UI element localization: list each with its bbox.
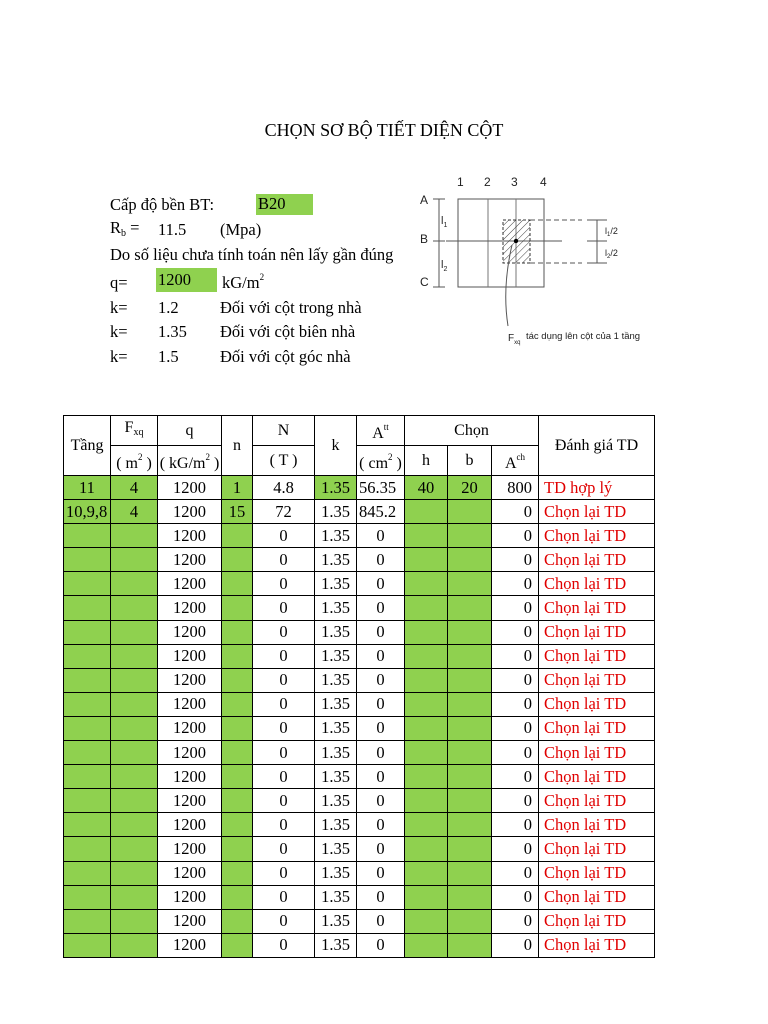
area-chosen-cell: 0 [492,668,539,692]
load-cell: 1200 [158,741,222,765]
b-cell[interactable] [448,500,492,524]
floors-count-cell[interactable] [222,813,253,837]
half-span-label: $l_2/2$ [605,248,618,260]
table-row [64,789,655,813]
load-cell: 1200 [158,644,222,668]
h-cell[interactable] [405,692,448,716]
h-cell[interactable] [405,668,448,692]
floor-cell[interactable] [64,596,111,620]
axial-force-cell: 0 [253,596,315,620]
area-required-cell: 0 [357,813,405,837]
load-cell: 1200 [158,813,222,837]
area-cell[interactable]: 4 [111,476,158,500]
area-cell[interactable] [111,813,158,837]
load-cell: 1200 [158,572,222,596]
axial-force-cell: 0 [253,620,315,644]
load-cell: 1200 [158,885,222,909]
floor-cell[interactable] [64,837,111,861]
h-cell[interactable] [405,885,448,909]
evaluation-cell: Chọn lại TD [539,500,655,524]
area-chosen-cell: 0 [492,500,539,524]
span-label: $l_2$ [441,259,448,273]
axial-force-cell: 0 [253,789,315,813]
grid-col-label: 4 [540,175,547,189]
area-cell[interactable]: 4 [111,500,158,524]
floors-count-cell[interactable] [222,837,253,861]
header-load-unit: ( $kG/m^2$ ) [158,446,222,476]
k-cell: 1.35 [315,885,357,909]
area-chosen-cell: 0 [492,524,539,548]
k-cell: 1.35 [315,548,357,572]
b-cell[interactable] [448,741,492,765]
area-cell[interactable] [111,909,158,933]
area-required-cell: 0 [357,596,405,620]
h-cell[interactable] [405,716,448,740]
header-axial-force: N [253,416,315,446]
table-row [64,885,655,909]
b-cell[interactable] [448,909,492,933]
area-cell[interactable] [111,765,158,789]
floor-cell[interactable] [64,620,111,644]
floor-cell[interactable] [64,861,111,885]
area-chosen-cell: 0 [492,789,539,813]
table-row [64,644,655,668]
floors-count-cell[interactable] [222,861,253,885]
table-row [64,476,655,500]
h-cell[interactable] [405,596,448,620]
area-required-cell: 0 [357,861,405,885]
floor-cell[interactable]: 11 [64,476,111,500]
header-area-unit: ( $m^2$ ) [111,446,158,476]
area-required-cell: 0 [357,668,405,692]
evaluation-cell: TD hợp lý [539,476,655,500]
k-cell: 1.35 [315,813,357,837]
load-cell: 1200 [158,765,222,789]
table-row [64,596,655,620]
evaluation-cell: Chọn lại TD [539,524,655,548]
floors-count-cell[interactable] [222,596,253,620]
b-cell[interactable] [448,644,492,668]
k-cell: 1.35 [315,644,357,668]
evaluation-cell: Chọn lại TD [539,620,655,644]
k-cell: 1.35 [315,837,357,861]
floor-cell[interactable] [64,765,111,789]
area-chosen-cell: 0 [492,741,539,765]
axial-force-cell: 72 [253,500,315,524]
table-row [64,668,655,692]
area-required-cell: 0 [357,716,405,740]
k-cell: 1.35 [315,620,357,644]
table-row [64,548,655,572]
b-cell[interactable] [448,668,492,692]
b-cell[interactable] [448,933,492,957]
area-chosen-cell: 0 [492,933,539,957]
area-required-cell: 0 [357,524,405,548]
h-cell[interactable]: 40 [405,476,448,500]
axial-force-cell: 0 [253,813,315,837]
floor-cell[interactable] [64,909,111,933]
floor-cell[interactable]: 10,9,8 [64,500,111,524]
h-cell[interactable] [405,500,448,524]
evaluation-cell: Chọn lại TD [539,789,655,813]
load-cell: 1200 [158,909,222,933]
k-description: Đối với cột góc nhà [220,347,351,366]
area-required-cell: 0 [357,837,405,861]
floor-cell[interactable] [64,692,111,716]
table-row [64,692,655,716]
area-cell[interactable] [111,596,158,620]
area-cell[interactable] [111,885,158,909]
area-required-cell: 0 [357,620,405,644]
load-cell: 1200 [158,548,222,572]
area-chosen-cell: 0 [492,596,539,620]
k-cell[interactable]: 1.35 [315,476,357,500]
h-cell[interactable] [405,548,448,572]
evaluation-cell: Chọn lại TD [539,716,655,740]
area-chosen-cell: 0 [492,837,539,861]
floor-cell[interactable] [64,741,111,765]
axial-force-cell: 0 [253,933,315,957]
axial-force-cell: 0 [253,524,315,548]
rb-value: 11.5 [158,220,187,239]
h-cell[interactable] [405,644,448,668]
area-required-cell: 0 [357,548,405,572]
load-cell: 1200 [158,668,222,692]
header-floor: Tầng [64,416,111,476]
header-area-required: $A^{tt}$ [357,416,405,446]
table-row [64,620,655,644]
area-chosen-cell: 800 [492,476,539,500]
load-cell: 1200 [158,789,222,813]
area-required-cell: 0 [357,933,405,957]
h-cell[interactable] [405,837,448,861]
area-required-cell: 0 [357,909,405,933]
column-point [514,239,518,243]
k-cell: 1.35 [315,765,357,789]
evaluation-cell: Chọn lại TD [539,741,655,765]
b-cell[interactable] [448,813,492,837]
floor-cell[interactable] [64,789,111,813]
tributary-area-diagram [412,168,662,353]
k-cell: 1.35 [315,861,357,885]
area-chosen-cell: 0 [492,716,539,740]
area-cell[interactable] [111,644,158,668]
axial-force-cell: 0 [253,837,315,861]
area-cell[interactable] [111,789,158,813]
diagram-caption: tác dụng lên cột của 1 tầng [526,331,641,342]
floor-cell[interactable] [64,644,111,668]
axial-force-cell: 0 [253,716,315,740]
area-required-cell: 845.2 [357,500,405,524]
area-required-cell: 0 [357,789,405,813]
header-k: k [315,416,357,476]
floor-cell[interactable] [64,572,111,596]
approximation-note: Do số liệu chưa tính toán nên lấy gần đúng [110,245,394,264]
floors-count-cell[interactable] [222,716,253,740]
floors-count-cell[interactable] [222,741,253,765]
evaluation-cell: Chọn lại TD [539,837,655,861]
q-label: q= [110,273,128,292]
table-row [64,861,655,885]
page-title: CHỌN SƠ BỘ TIẾT DIỆN CỘT [264,120,504,140]
table-row [64,933,655,957]
axial-force-cell: 0 [253,885,315,909]
k-value: 1.5 [158,347,179,366]
axial-force-cell: 0 [253,668,315,692]
floor-cell[interactable] [64,668,111,692]
k-cell: 1.35 [315,596,357,620]
table-row [64,716,655,740]
b-cell[interactable] [448,789,492,813]
table-row [64,500,655,524]
grid-col-label: 1 [457,175,464,189]
axial-force-cell: 0 [253,861,315,885]
area-chosen-cell: 0 [492,692,539,716]
header-h: h [405,446,448,476]
k-cell: 1.35 [315,933,357,957]
evaluation-cell: Chọn lại TD [539,572,655,596]
concrete-grade-label: Cấp độ bền BT: [110,195,215,214]
area-cell[interactable] [111,620,158,644]
floor-cell[interactable] [64,933,111,957]
grid-col-label: 3 [511,175,518,189]
area-cell[interactable] [111,741,158,765]
area-chosen-cell: 0 [492,861,539,885]
header-chosen: Chọn [405,416,539,446]
q-unit: $kG/m^2$ [222,272,265,292]
k-cell: 1.35 [315,524,357,548]
evaluation-cell: Chọn lại TD [539,548,655,572]
table-row [64,741,655,765]
load-cell: 1200 [158,692,222,716]
table-row [64,813,655,837]
load-cell: 1200 [158,476,222,500]
rb-label: $R_b$ = [110,218,140,239]
k-cell: 1.35 [315,500,357,524]
k-cell: 1.35 [315,692,357,716]
grid-row-label: C [420,275,429,289]
grid-outline [458,199,544,287]
column-section-table [63,415,655,958]
h-cell[interactable] [405,572,448,596]
area-required-cell: 56.35 [357,476,405,500]
area-chosen-cell: 0 [492,909,539,933]
area-chosen-cell: 0 [492,813,539,837]
b-cell[interactable] [448,620,492,644]
k-cell: 1.35 [315,716,357,740]
floors-count-cell[interactable] [222,933,253,957]
evaluation-cell: Chọn lại TD [539,861,655,885]
axial-force-cell: 0 [253,692,315,716]
q-value[interactable]: 1200 [156,268,217,292]
floors-count-cell[interactable] [222,789,253,813]
load-cell: 1200 [158,837,222,861]
h-cell[interactable] [405,620,448,644]
table-row [64,765,655,789]
h-cell[interactable] [405,933,448,957]
grid-row-label: A [420,193,429,207]
axial-force-cell: 0 [253,572,315,596]
header-area-required-unit: ( $cm^2$ ) [357,446,405,476]
b-cell[interactable] [448,692,492,716]
k-cell: 1.35 [315,789,357,813]
k-description: Đối với cột biên nhà [220,322,356,341]
concrete-grade-value[interactable]: B20 [256,194,313,215]
load-cell: 1200 [158,620,222,644]
floors-count-cell[interactable] [222,668,253,692]
floors-count-cell[interactable]: 15 [222,500,253,524]
header-load: q [158,416,222,446]
b-cell[interactable] [448,837,492,861]
k-value: 1.2 [158,298,179,317]
area-required-cell: 0 [357,741,405,765]
table-row [64,572,655,596]
area-cell[interactable] [111,548,158,572]
floor-cell[interactable] [64,524,111,548]
floors-count-cell[interactable] [222,644,253,668]
half-span-label: $l_1/2$ [605,226,618,238]
load-cell: 1200 [158,861,222,885]
evaluation-cell: Chọn lại TD [539,765,655,789]
k-label: k= [110,347,128,366]
axial-force-cell: 0 [253,741,315,765]
k-cell: 1.35 [315,572,357,596]
area-cell[interactable] [111,861,158,885]
table-row [64,909,655,933]
evaluation-cell: Chọn lại TD [539,668,655,692]
header-floors-count: n [222,416,253,476]
evaluation-cell: Chọn lại TD [539,813,655,837]
header-b: b [448,446,492,476]
header-area: $F_{xq}$ [111,416,158,446]
b-cell[interactable] [448,524,492,548]
floor-cell[interactable] [64,885,111,909]
floors-count-cell[interactable] [222,524,253,548]
load-cell: 1200 [158,596,222,620]
rb-unit: (Mpa) [220,220,262,239]
evaluation-cell: Chọn lại TD [539,596,655,620]
area-required-cell: 0 [357,572,405,596]
k-cell: 1.35 [315,741,357,765]
header-area-chosen: $A^{ch}$ [492,446,539,476]
h-cell[interactable] [405,909,448,933]
h-cell[interactable] [405,813,448,837]
h-cell[interactable] [405,524,448,548]
area-chosen-cell: 0 [492,572,539,596]
k-cell: 1.35 [315,668,357,692]
area-chosen-cell: 0 [492,885,539,909]
axial-force-cell: 0 [253,644,315,668]
area-cell[interactable] [111,933,158,957]
area-cell[interactable] [111,668,158,692]
axial-force-cell: 0 [253,765,315,789]
area-chosen-cell: 0 [492,644,539,668]
table-row [64,837,655,861]
floors-count-cell[interactable]: 1 [222,476,253,500]
k-label: k= [110,322,128,341]
b-cell[interactable] [448,885,492,909]
force-label: $F_{xq}$ [508,333,521,346]
evaluation-cell: Chọn lại TD [539,644,655,668]
h-cell[interactable] [405,861,448,885]
b-cell[interactable]: 20 [448,476,492,500]
grid-row-label: B [420,232,429,246]
floors-count-cell[interactable] [222,548,253,572]
b-cell[interactable] [448,548,492,572]
evaluation-cell: Chọn lại TD [539,909,655,933]
evaluation-cell: Chọn lại TD [539,885,655,909]
b-cell[interactable] [448,716,492,740]
area-chosen-cell: 0 [492,548,539,572]
h-cell[interactable] [405,765,448,789]
floors-count-cell[interactable] [222,909,253,933]
table-row [64,524,655,548]
h-cell[interactable] [405,789,448,813]
k-cell: 1.35 [315,909,357,933]
floors-count-cell[interactable] [222,692,253,716]
floors-count-cell[interactable] [222,765,253,789]
k-label: k= [110,298,128,317]
area-required-cell: 0 [357,765,405,789]
h-cell[interactable] [405,741,448,765]
load-cell: 1200 [158,933,222,957]
b-cell[interactable] [448,861,492,885]
load-cell: 1200 [158,716,222,740]
area-cell[interactable] [111,572,158,596]
load-cell: 1200 [158,524,222,548]
area-required-cell: 0 [357,644,405,668]
load-cell: 1200 [158,500,222,524]
b-cell[interactable] [448,765,492,789]
header-axial-unit: ( T ) [253,446,315,476]
b-cell[interactable] [448,572,492,596]
header-evaluation: Đánh giá TD [539,416,655,476]
area-required-cell: 0 [357,692,405,716]
b-cell[interactable] [448,596,492,620]
floor-cell[interactable] [64,548,111,572]
floors-count-cell[interactable] [222,620,253,644]
area-cell[interactable] [111,692,158,716]
axial-force-cell: 0 [253,548,315,572]
floors-count-cell[interactable] [222,885,253,909]
evaluation-cell: Chọn lại TD [539,692,655,716]
axial-force-cell: 0 [253,909,315,933]
k-description: Đối với cột trong nhà [220,298,362,317]
area-chosen-cell: 0 [492,765,539,789]
floor-cell[interactable] [64,813,111,837]
area-cell[interactable] [111,716,158,740]
floors-count-cell[interactable] [222,572,253,596]
k-value: 1.35 [158,322,187,341]
evaluation-cell: Chọn lại TD [539,933,655,957]
floor-cell[interactable] [64,716,111,740]
axial-force-cell: 4.8 [253,476,315,500]
area-cell[interactable] [111,524,158,548]
grid-col-label: 2 [484,175,491,189]
area-required-cell: 0 [357,885,405,909]
span-label: $l_1$ [441,215,448,229]
area-chosen-cell: 0 [492,620,539,644]
area-cell[interactable] [111,837,158,861]
